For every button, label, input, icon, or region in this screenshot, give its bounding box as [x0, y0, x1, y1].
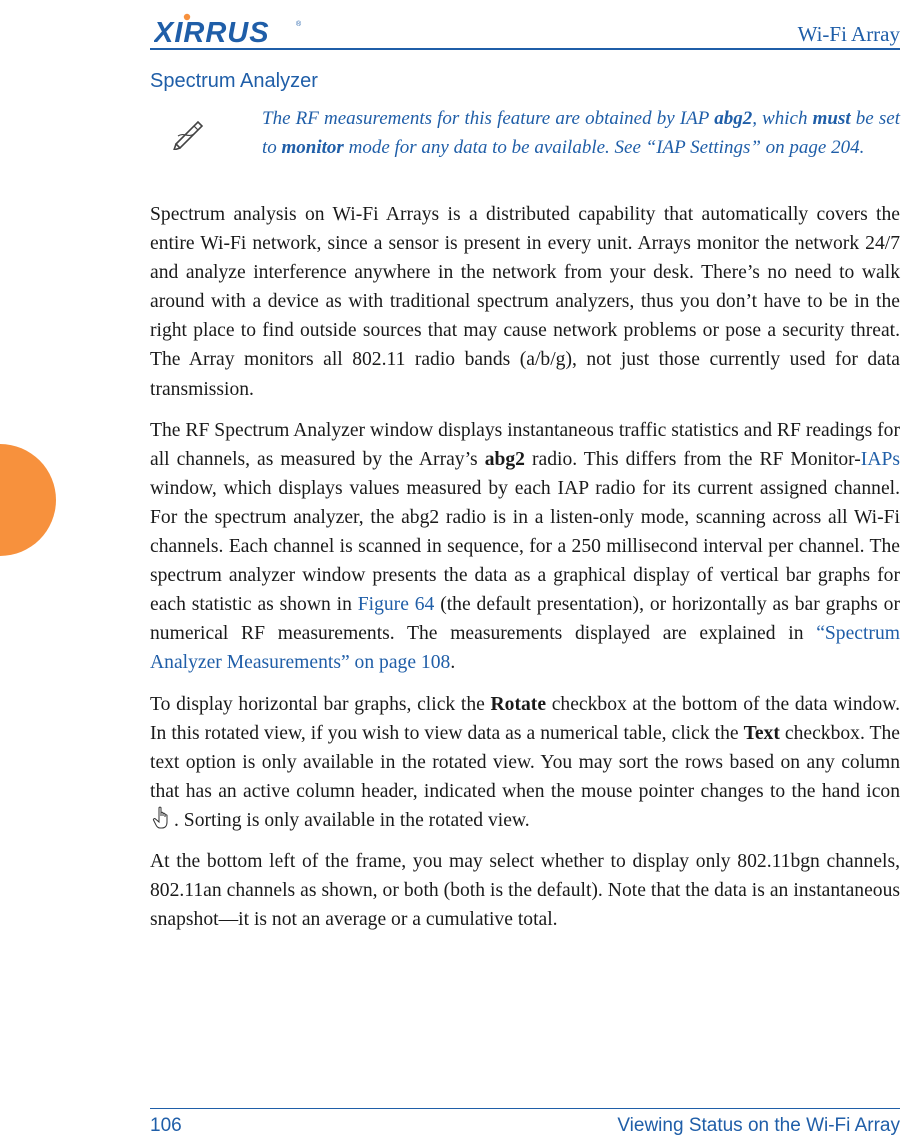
footer-divider [150, 1108, 900, 1109]
paragraph-rf-window: The RF Spectrum Analyzer window displays instantaneous traffic statistics and RF readings for all channels, as measured by the Array’s abg2 radio. This differs from the RF Monitor-IAPs window, which displays values measured by each IAP radio for its current assigned channel. For the spectrum analyzer, the abg2 radio is in a listen-only mode, scanning across all Wi-Fi channels. Each channel is scanned in sequence, for a 250 millisecond interval per channel. The spectrum analyzer window presents the data as a graphical display of vertical bar graphs for each statistic as shown in Figure 64 (the default presentation), or horizontally as bar graphs or numerical RF measurements. The measurements displayed are explained in “Spectrum Analyzer Measurements” on page 108. [150, 419, 900, 674]
svg-text:®: ® [296, 21, 302, 28]
pencil-note-icon [172, 114, 208, 150]
hand-pointer-icon [152, 806, 172, 830]
link-iaps[interactable]: IAPs [860, 448, 900, 470]
paragraph-bottom-left: At the bottom left of the frame, you may select whether to display only 802.11bgn channels, 802.11an channels as shown, or both (both is the default). Note that the data is an instantaneous snapshot—it is not an average or a cumulative total. [150, 850, 900, 931]
page-header [150, 6, 900, 50]
page-number: 106 [150, 1115, 182, 1136]
xirrus-logo [154, 12, 304, 44]
footer-chapter-title: Viewing Status on the Wi-Fi Array [617, 1115, 900, 1136]
link-spectrum-measurements[interactable]: “Spectrum Analyzer Measurements” on page 108 [150, 623, 900, 674]
header-title: Wi-Fi Array [797, 22, 900, 46]
link-figure-64[interactable]: Figure 64 [357, 594, 435, 616]
note-text: The RF measurements for this feature are obtained by IAP abg2, which must be set to monitor mode for any data to be available. See “IAP Settings” on page 204. [262, 108, 900, 158]
section-title: Spectrum Analyzer [150, 70, 318, 92]
paragraph-spectrum-analysis: Spectrum analysis on Wi-Fi Arrays is a distributed capability that automatically covers the entire Wi-Fi network, since a sensor is present in every unit. Arrays monitor the network 24/7 and analyze interference anywhere in the network from your desk. There’s no need to walk around with a device as with traditional spectrum analyzers, thus you don’t have to be in the right place to find outside sources that may cause network problems or pose a security threat. The Array monitors all 802.11 radio bands (a/b/g), not just those currently used for data transmission. [150, 204, 900, 400]
chapter-tab-marker [0, 444, 56, 556]
header-divider [150, 48, 900, 50]
paragraph-rotate: To display horizontal bar graphs, click the Rotate checkbox at the bottom of the data window. In this rotated view, if you wish to view data as a numerical table, click the Text checkbox. The text option is only available in the rotated view. You may sort the rows based on any column that has an active column header, indicated when the mouse pointer changes to the hand icon . Sorting is only available in the rotated view. [150, 693, 900, 831]
body-text [150, 200, 900, 946]
svg-text:XIRRUS: XIRRUS [154, 17, 270, 44]
